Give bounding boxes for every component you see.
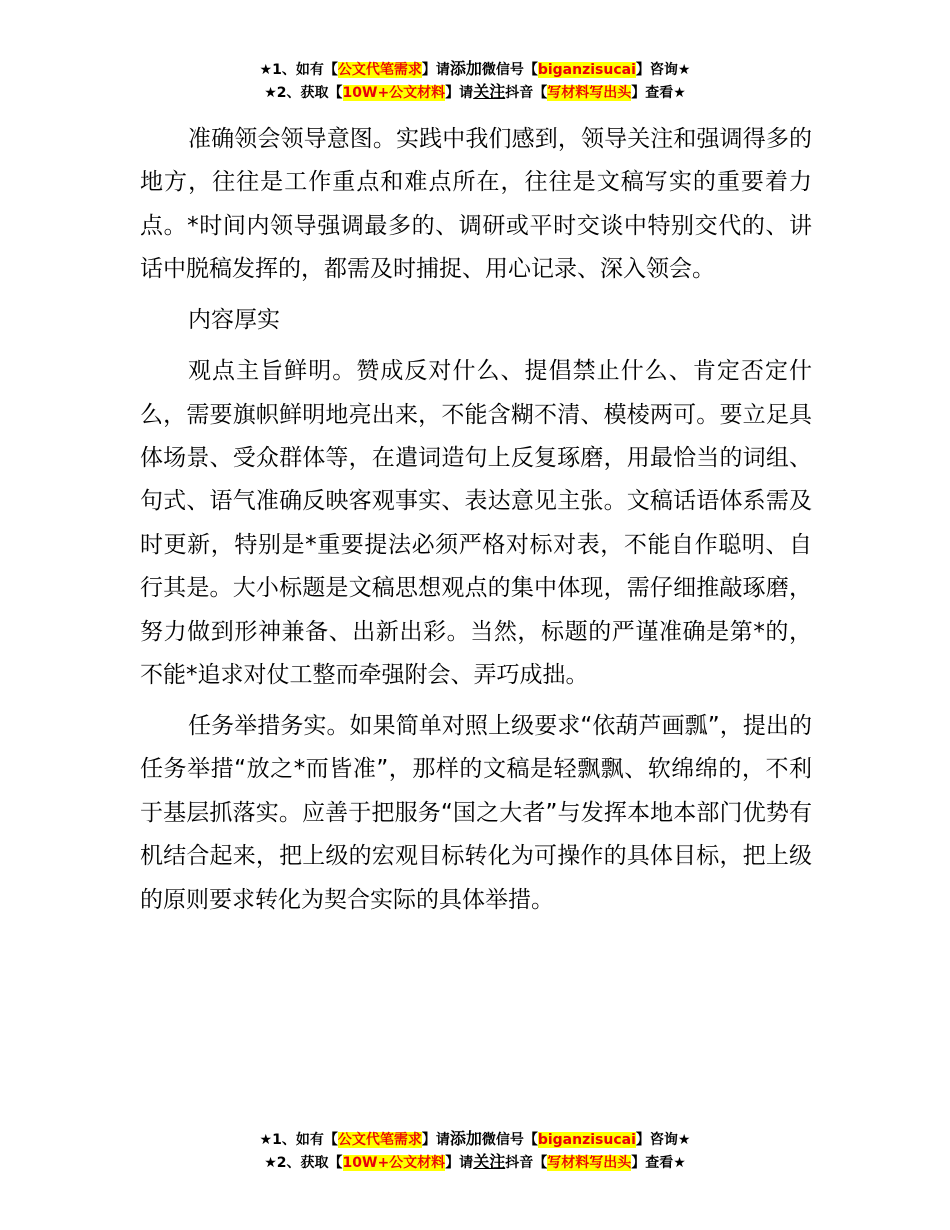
banner-line-2: ★2、获取【10W+公文材料】请关注抖音【写材料写出头】查看★ xyxy=(264,1152,686,1171)
banner-highlight-douyin: 写材料写出头 xyxy=(547,85,632,101)
banner-line-2: ★2、获取【10W+公文材料】请关注抖音【写材料写出头】查看★ xyxy=(264,82,686,101)
banner-line-1: ★1、如有【公文代笔需求】请添加微信号【biganzisucai】咨询★ xyxy=(259,59,691,78)
banner-highlight-wechat: biganzisucai xyxy=(537,1132,636,1148)
header-banner xyxy=(0,58,950,104)
banner-highlight-douyin: 写材料写出头 xyxy=(547,1155,632,1171)
banner-highlight-wechat: biganzisucai xyxy=(537,62,636,78)
section-heading-content: 内容厚实 xyxy=(188,307,280,334)
banner-highlight-service: 公文代笔需求 xyxy=(337,62,422,78)
banner-line-1: ★1、如有【公文代笔需求】请添加微信号【biganzisucai】咨询★ xyxy=(259,1129,691,1148)
paragraph-task-measures: 任务举措务实。如果简单对照上级要求“依葫芦画瓢”，提出的任务举措“放之*而皆准”，那样的文稿是轻飘飘、软绵绵的，不利于基层抓落实。应善于把服务“国之大者”与发挥本地本部门优势有机结合起来，把上级的宏观目标转化为可操作的具体目标，把上级的原则要求转化为契合实际的具体举措。 xyxy=(140,713,812,913)
document-body xyxy=(140,118,812,930)
banner-highlight-materials: 10W+公文材料 xyxy=(342,85,446,101)
paragraph-viewpoint: 观点主旨鲜明。赞成反对什么、提倡禁止什么、肯定否定什么，需要旗帜鲜明地亮出来，不能含糊不清、模棱两可。要立足具体场景、受众群体等，在遣词造句上反复琢磨，用最恰当的词组、句式、语气准确反映客观事实、表达意见主张。文稿话语体系需及时更新，特别是*重要提法必须严格对标对表，不能自作聪明、自行其是。大小标题是文稿思想观点的集中体现，需仔细推敲琢磨，努力做到形神兼备、出新出彩。当然，标题的严谨准确是第*的，不能*追求对仗工整而牵强附会、弄巧成拙。 xyxy=(140,358,812,689)
banner-highlight-materials: 10W+公文材料 xyxy=(342,1155,446,1171)
banner-highlight-service: 公文代笔需求 xyxy=(337,1132,422,1148)
paragraph-leadership-intent: 准确领会领导意图。实践中我们感到，领导关注和强调得多的地方，往往是工作重点和难点所在，往往是文稿写实的重要着力点。*时间内领导强调最多的、调研或平时交谈中特别交代的、讲话中脱稿发挥的，都需及时捕捉、用心记录、深入领会。 xyxy=(140,126,812,283)
footer-banner xyxy=(0,1128,950,1174)
